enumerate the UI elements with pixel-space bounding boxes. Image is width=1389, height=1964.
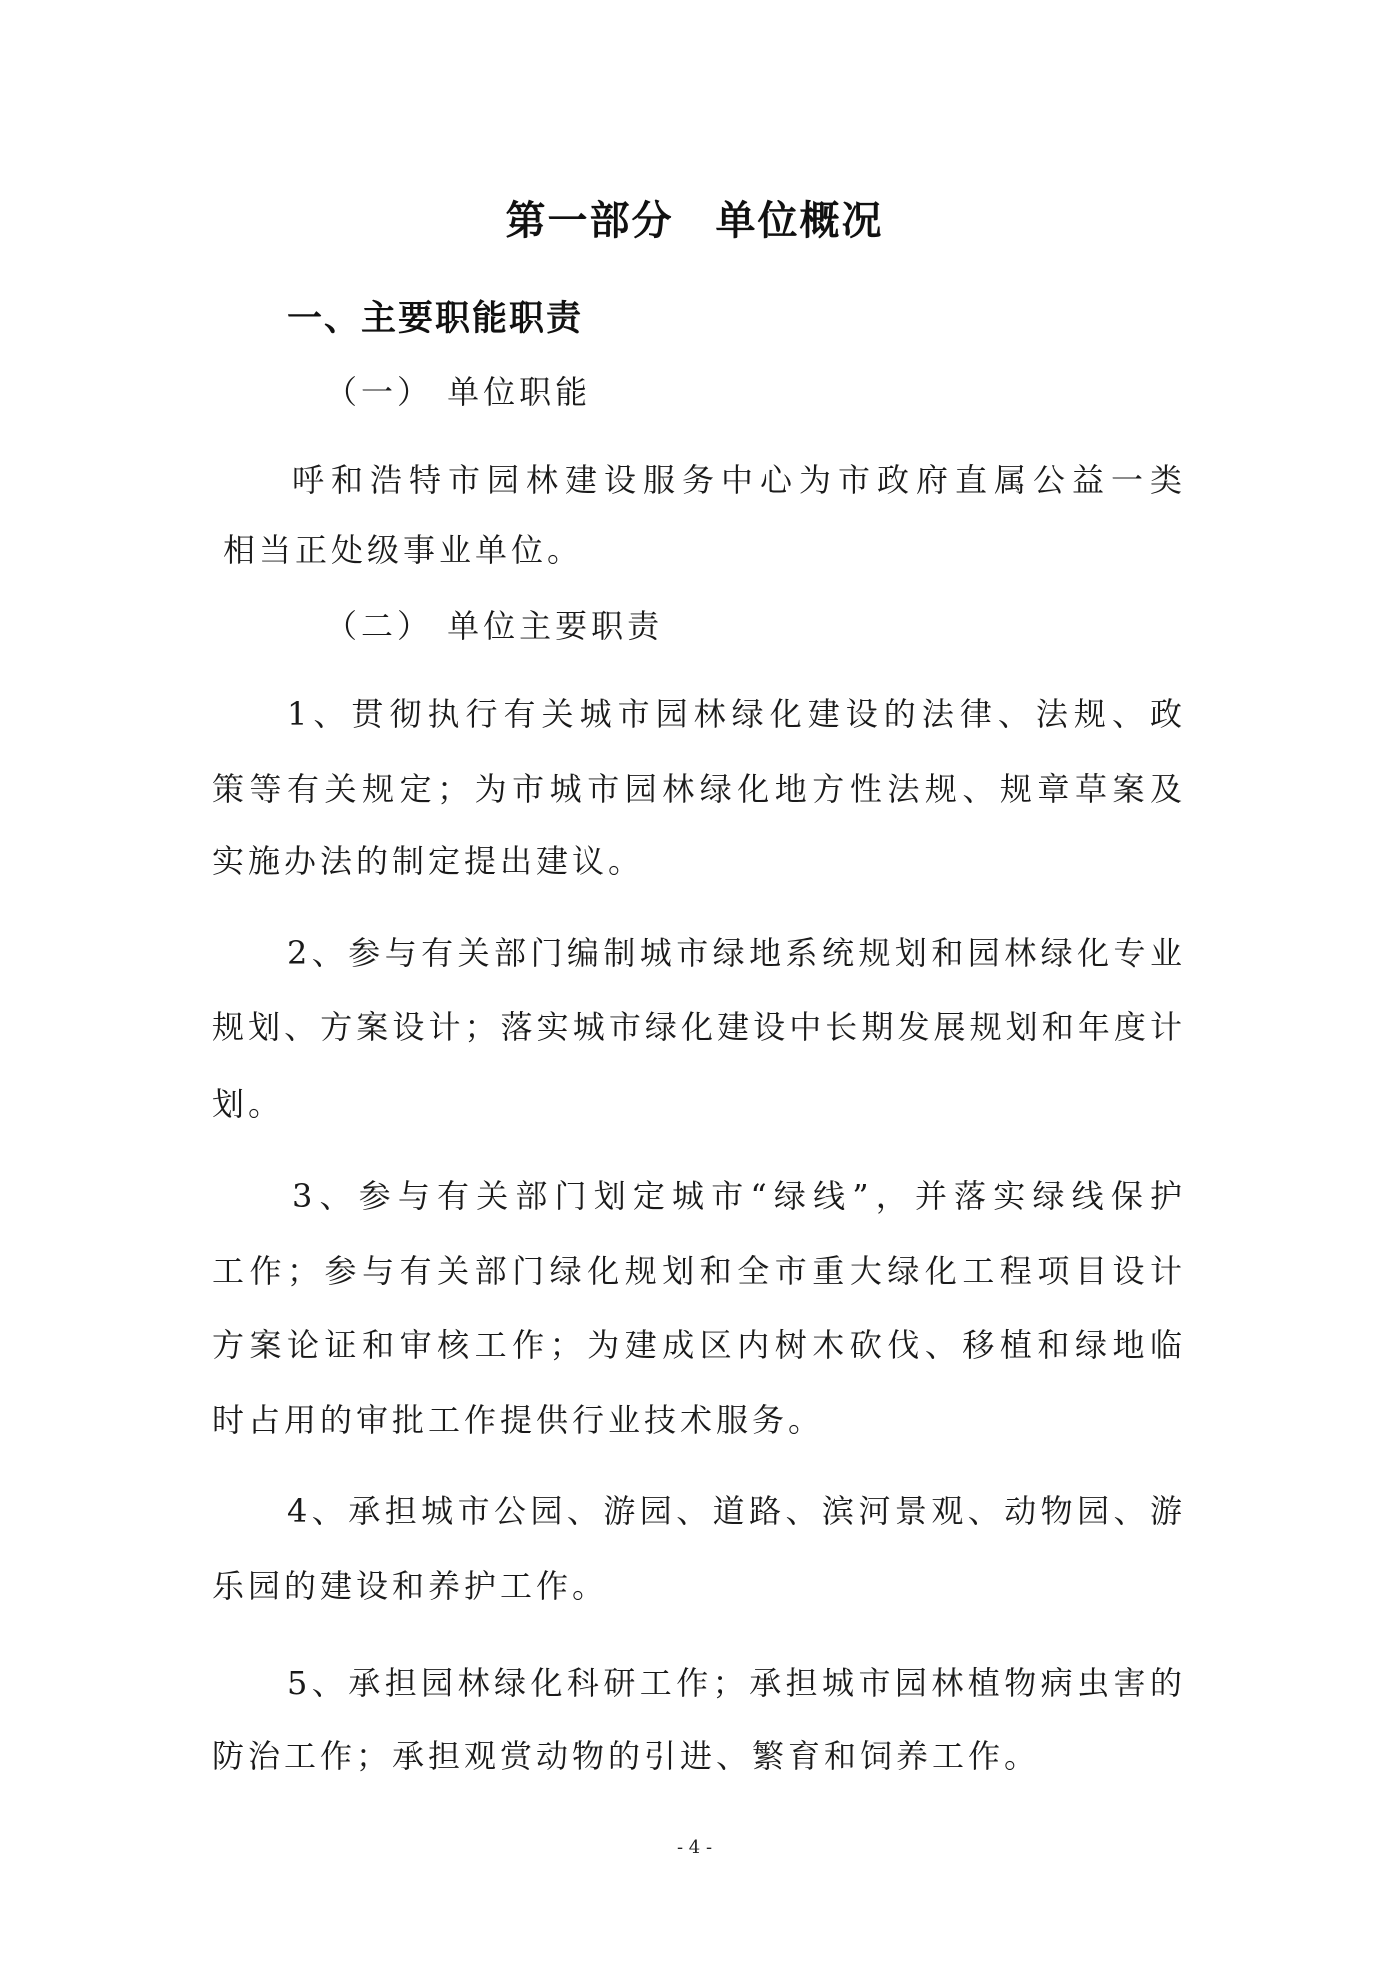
list-item-2-line: 规划、方案设计；落实城市绿化建设中长期发展规划和年度计 <box>212 1008 1184 1046</box>
list-item-2-line: 划。 <box>212 1085 285 1123</box>
list-item-5-line: 5、承担园林绿化科研工作；承担城市园林植物病虫害的 <box>287 1664 1184 1702</box>
list-item-4-line: 4、承担城市公园、游园、道路、滨河景观、动物园、游 <box>287 1492 1184 1530</box>
subsection-heading-duties: （二） 单位主要职责 <box>325 607 664 645</box>
subsection-heading-functions: （一） 单位职能 <box>325 373 592 411</box>
section-heading: 一、主要职能职责 <box>287 299 584 339</box>
list-item-3-line: 方案论证和审核工作；为建成区内树木砍伐、移植和绿地临 <box>212 1326 1184 1364</box>
list-item-2-line: 2、参与有关部门编制城市绿地系统规划和园林绿化专业 <box>287 934 1184 972</box>
page-number: - 4 - <box>676 1837 713 1858</box>
list-item-1-line: 实施办法的制定提出建议。 <box>212 842 645 880</box>
list-item-3-line: 3、参与有关部门划定城市“绿线”，并落实绿线保护 <box>292 1177 1184 1215</box>
list-item-5-line: 防治工作；承担观赏动物的引进、繁育和饲养工作。 <box>212 1737 1041 1775</box>
paragraph-line: 呼和浩特市园林建设服务中心为市政府直属公益一类 <box>292 461 1184 499</box>
list-item-1-line: 策等有关规定；为市城市园林绿化地方性法规、规章草案及 <box>212 770 1184 808</box>
list-item-3-line: 时占用的审批工作提供行业技术服务。 <box>212 1401 825 1439</box>
paragraph-line: 相当正处级事业单位。 <box>223 531 584 569</box>
list-item-3-line: 工作；参与有关部门绿化规划和全市重大绿化工程项目设计 <box>212 1252 1184 1290</box>
list-item-4-line: 乐园的建设和养护工作。 <box>212 1567 609 1605</box>
list-item-1-line: 1、贯彻执行有关城市园林绿化建设的法律、法规、政 <box>287 695 1184 733</box>
page-title: 第一部分 单位概况 <box>505 198 884 244</box>
